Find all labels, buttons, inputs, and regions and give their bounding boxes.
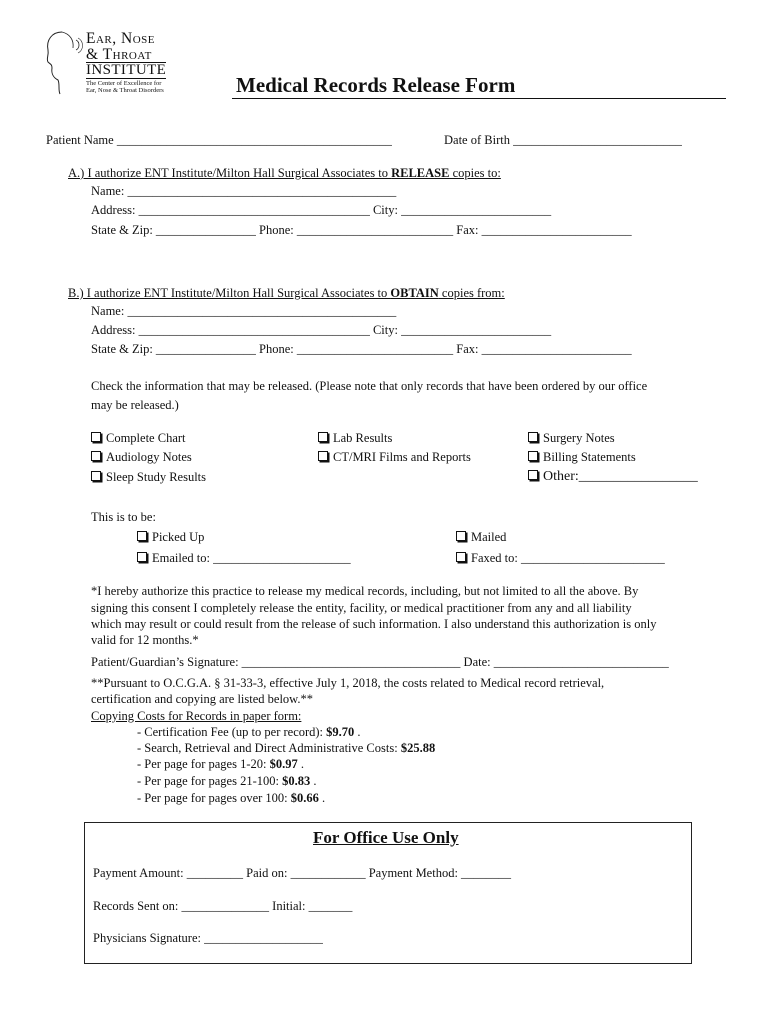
cost-item-pages-1-20 <box>137 757 304 772</box>
face-profile-icon <box>40 26 86 96</box>
logo-line-institute: INSTITUTE <box>86 62 167 78</box>
checkbox-icon[interactable] <box>528 470 538 480</box>
section-b-heading <box>68 286 505 301</box>
cost-item-certification <box>137 725 361 740</box>
section-a-name-field[interactable]: Name: ___________________________________________ <box>91 184 397 198</box>
checkbox-icon[interactable] <box>91 451 101 461</box>
logo-tagline-2: Ear, Nose & Throat Disorders <box>86 87 164 94</box>
section-a-state-field[interactable]: State & Zip: ________________ Phone: _________________________ Fax: ________________________ <box>91 223 632 237</box>
cost-value: $0.66 <box>290 791 319 805</box>
section-b-heading-post: copies from: <box>438 286 505 300</box>
section-b-state-field[interactable]: State & Zip: ________________ Phone: _________________________ Fax: ________________________ <box>91 342 632 356</box>
logo-tagline-1: The Center of Excellence for <box>86 80 162 87</box>
office-use-title: For Office Use Only <box>313 828 459 847</box>
checkbox-icon[interactable] <box>91 432 101 442</box>
checkbox-label: Audiology Notes <box>106 450 192 464</box>
cost-label: - Per page for pages over 100: <box>137 791 291 805</box>
checkbox-label: Lab Results <box>333 431 393 445</box>
checkbox-label: Surgery Notes <box>543 431 615 445</box>
consent-line-1: *I hereby authorize this practice to release my medical records, including, but not limited to all the above. By <box>91 584 639 598</box>
consent-line-3: which may result or could result from the release of such information. I also understand this authorization is only <box>91 617 657 631</box>
logo-tagline <box>86 80 164 94</box>
cost-label: - Certification Fee (up to per record): <box>137 725 327 739</box>
consent-line-4: valid for 12 months.* <box>91 633 199 647</box>
checkbox-icon[interactable] <box>137 552 147 562</box>
checkbox-label: CT/MRI Films and Reports <box>333 450 471 464</box>
checkbox-icon[interactable] <box>137 531 147 541</box>
pursuant-line-1: **Pursuant to O.C.G.A. § 31-33-3, effective July 1, 2018, the costs related to Medical record retrieval, <box>91 676 605 690</box>
checkbox-ct-mri[interactable] <box>318 450 471 465</box>
section-a-heading <box>68 166 501 181</box>
checkbox-label: Other:_________________ <box>543 469 698 484</box>
checkbox-label: Mailed <box>471 530 507 544</box>
check-info-line-2: may be released.) <box>91 398 179 412</box>
logo-line-throat: & Throat <box>86 46 152 63</box>
section-b-heading-pre: B.) I authorize ENT Institute/Milton Hall Surgical Associates to <box>68 286 391 300</box>
cost-label: - Per page for pages 1-20: <box>137 757 270 771</box>
section-a-address-field[interactable]: Address: _____________________________________ City: ________________________ <box>91 203 552 217</box>
checkbox-label: Picked Up <box>152 530 205 544</box>
title-rule <box>232 98 726 99</box>
pursuant-line-2: certification and copying are listed below.** <box>91 692 314 706</box>
section-a-heading-pre: A.) I authorize ENT Institute/Milton Hall Surgical Associates to <box>68 166 392 180</box>
checkbox-icon[interactable] <box>456 531 466 541</box>
cost-item-search-retrieval <box>137 741 435 756</box>
checkbox-lab-results[interactable] <box>318 431 392 446</box>
logo-line-ear-nose: Ear, Nose <box>86 30 155 47</box>
checkbox-mailed[interactable] <box>456 530 506 545</box>
delivery-label: This is to be: <box>91 510 156 524</box>
checkbox-billing-statements[interactable] <box>528 450 636 465</box>
section-a-heading-bold: RELEASE <box>391 166 450 180</box>
checkbox-label: Sleep Study Results <box>106 470 207 484</box>
cost-item-pages-21-100 <box>137 774 316 789</box>
date-of-birth-field[interactable]: Date of Birth ___________________________ <box>444 133 682 147</box>
section-a-heading-post: copies to: <box>449 166 501 180</box>
checkbox-audiology-notes[interactable] <box>91 450 192 465</box>
cost-end: . <box>297 757 304 771</box>
checkbox-faxed[interactable] <box>456 551 665 566</box>
payment-fields[interactable]: Payment Amount: _________ Paid on: ____________ Payment Method: ________ <box>93 866 512 880</box>
signature-date-field[interactable]: Patient/Guardian’s Signature: ___________________________________ Date: ____________________________ <box>91 655 669 669</box>
ent-institute-logo <box>40 26 180 96</box>
patient-name-field[interactable]: Patient Name ____________________________________________ <box>46 133 392 147</box>
section-b-heading-bold: OBTAIN <box>390 286 439 300</box>
checkbox-icon[interactable] <box>91 471 101 481</box>
consent-line-2: signing this consent I completely release the entity, facility, or medical practitioner from any and all liability <box>91 601 632 615</box>
physician-signature-field[interactable]: Physicians Signature: ___________________ <box>93 931 323 945</box>
section-b-address-field[interactable]: Address: _____________________________________ City: ________________________ <box>91 323 552 337</box>
records-sent-fields[interactable]: Records Sent on: ______________ Initial: _______ <box>93 899 353 913</box>
cost-end: . <box>310 774 317 788</box>
checkbox-label: Faxed to: _______________________ <box>471 551 665 565</box>
cost-value: $0.83 <box>282 774 311 788</box>
checkbox-complete-chart[interactable] <box>91 431 186 446</box>
checkbox-emailed[interactable] <box>137 551 351 566</box>
page-title: Medical Records Release Form <box>236 73 516 97</box>
checkbox-label: Billing Statements <box>543 450 636 464</box>
cost-end: . <box>318 791 326 805</box>
checkbox-icon[interactable] <box>528 432 538 442</box>
cost-item-pages-over-100 <box>137 791 325 806</box>
checkbox-icon[interactable] <box>528 451 538 461</box>
checkbox-sleep-study[interactable] <box>91 470 206 485</box>
checkbox-surgery-notes[interactable] <box>528 431 615 446</box>
checkbox-icon[interactable] <box>318 432 328 442</box>
check-info-line-1: Check the information that may be released. (Please note that only records that have been ordered by our office <box>91 379 648 393</box>
checkbox-other[interactable] <box>528 469 698 485</box>
cost-label: - Search, Retrieval and Direct Administrative Costs: <box>137 741 401 755</box>
checkbox-icon[interactable] <box>318 451 328 461</box>
checkbox-picked-up[interactable] <box>137 530 204 545</box>
checkbox-label: Emailed to: ______________________ <box>152 551 351 565</box>
cost-value: $25.88 <box>400 741 436 755</box>
cost-value: $0.97 <box>269 757 298 771</box>
section-b-name-field[interactable]: Name: ___________________________________________ <box>91 304 397 318</box>
checkbox-icon[interactable] <box>456 552 466 562</box>
checkbox-label: Complete Chart <box>106 431 186 445</box>
cost-label: - Per page for pages 21-100: <box>137 774 283 788</box>
cost-end: . <box>354 725 361 739</box>
copying-costs-heading: Copying Costs for Records in paper form: <box>91 709 302 723</box>
cost-value: $9.70 <box>326 725 355 739</box>
